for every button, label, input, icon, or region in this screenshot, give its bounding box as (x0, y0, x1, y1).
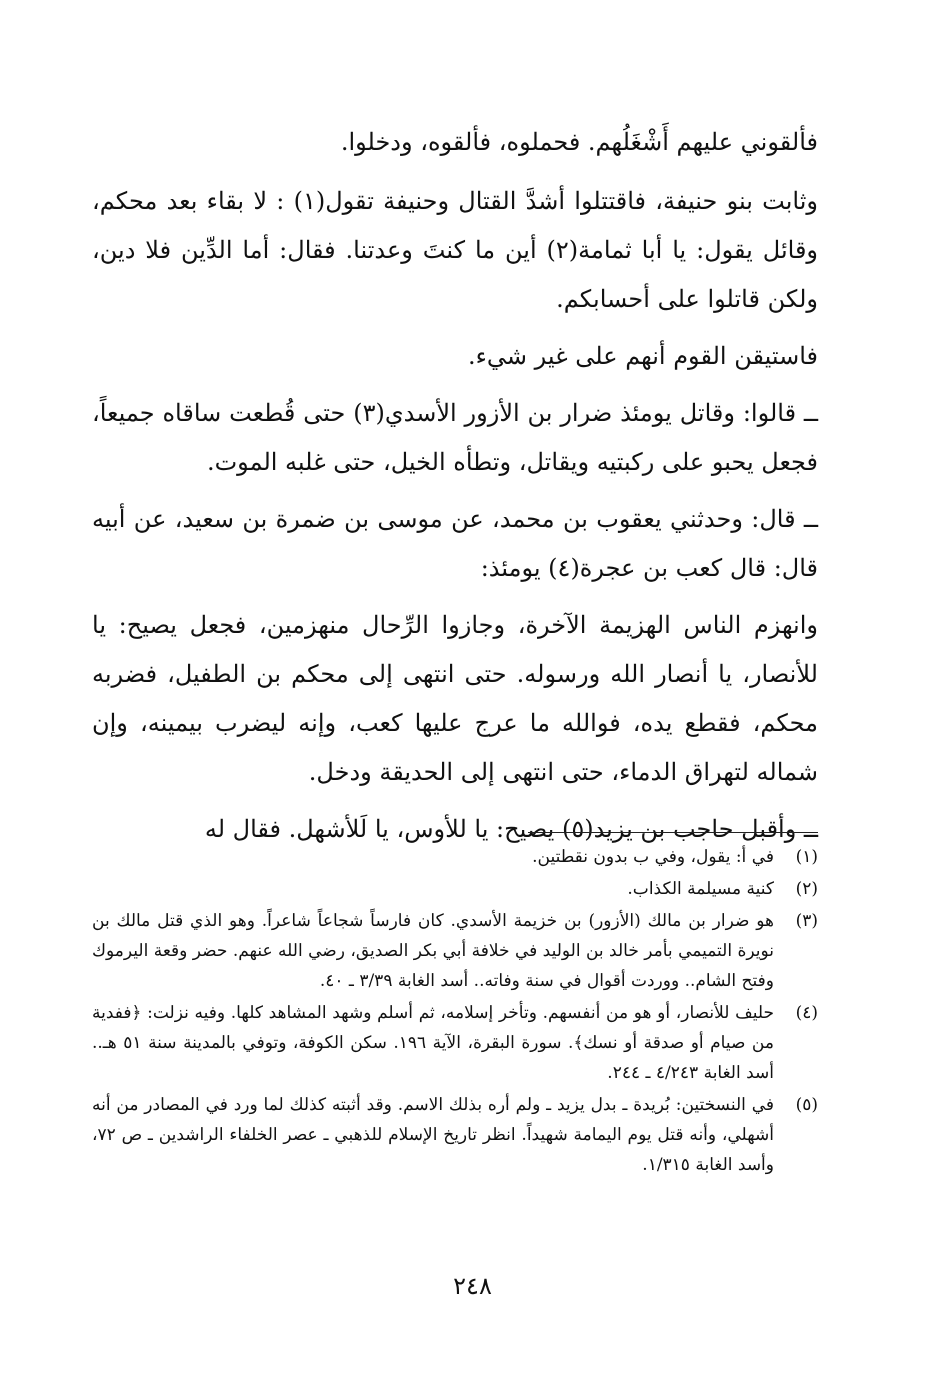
main-text (92, 118, 818, 862)
footnote-number: (٤) (795, 1003, 818, 1023)
footnote-4 (92, 998, 818, 1088)
footnote-text: في أ: يقول، وفي ب بدون نقطتين. (532, 847, 774, 867)
footnote-number: (٢) (795, 879, 818, 899)
footnote-3 (92, 906, 818, 996)
footnote-1 (92, 842, 818, 872)
footnote-text: في النسختين: بُريدة ـ بدل يزيد ـ ولم أره بذلك الاسم. وقد أثبته كذلك لما ورد في المصادر من أنه أشهلي، وأنه قتل يوم اليمامة شهيداً. انظر تاريخ الإسلام للذهبي ـ عصر الخلفاء الراشدين ـ ص ٧٢، وأسد الغابة ١/٣١٥. (92, 1095, 774, 1175)
paragraph-6: وانهزم الناس الهزيمة الآخرة، وجازوا الرِّحال منهزمين، فجعل يصيح: يا للأنصار، يا أنصار الله ورسوله. حتى انتهى إلى محكم بن الطفيل، فضربه محكم، فقطع يده، فوالله ما عرج عليها كعب، وإنه ليضرب بيمينه، وإن شماله لتهراق الدماء، حتى انتهى إلى الحديقة ودخل. (92, 611, 818, 786)
footnotes (92, 842, 818, 1182)
footnote-text: هو ضرار بن مالك (الأزور) بن خزيمة الأسدي. كان فارساً شجاعاً شاعراً. وهو الذي قتل مالك بن نويرة التميمي بأمر خالد بن الوليد في خلافة أبي بكر الصديق، رضي الله عنهم. حضر وقعة اليرموك وفتح الشام.. ووردت أقوال في سنة وفاته.. أسد الغابة ٣/٣٩ ـ ٤٠. (92, 911, 774, 991)
footnote-text: حليف للأنصار، أو هو من أنفسهم. وتأخر إسلامه، ثم أسلم وشهد المشاهد كلها. وفيه نزلت: ﴿ففدية من صيام أو صدقة أو نسك﴾. سورة البقرة، الآية ١٩٦. سكن الكوفة، وتوفي بالمدينة سنة ٥١ هـ.. أسد الغابة ٤/٢٤٣ ـ ٢٤٤. (92, 1003, 774, 1083)
paragraph-5: ــ قال: وحدثني يعقوب بن محمد، عن موسى بن ضمرة بن سعيد، عن أبيه قال: قال كعب بن عجرة(٤) يومئذ: (92, 505, 818, 582)
footnote-2 (92, 874, 818, 904)
page-number: ٢٤٨ (453, 1272, 492, 1300)
paragraph-4: ــ قالوا: وقاتل يومئذ ضرار بن الأزور الأسدي(٣) حتى قُطعت ساقاه جميعاً، فجعل يحبو على ركبتيه ويقاتل، وتطأه الخيل، حتى غلبه الموت. (92, 399, 818, 476)
footnote-number: (٣) (795, 911, 818, 931)
paragraph-7: ــ وأقبل حاجب بن يزيد(٥) يصيح: يا للأوس، يا لَلأشهل. فقال له (204, 815, 818, 843)
paragraph-3: فاستيقن القوم أنهم على غير شيء. (467, 342, 818, 370)
footnote-number: (١) (795, 847, 818, 867)
paragraph-1: فألقوني عليهم أَشْغَلُهم. فحملوه، فألقوه، ودخلوا. (340, 128, 818, 156)
footnote-text: كنية مسيلمة الكذاب. (627, 879, 774, 899)
paragraph-2: وثابت بنو حنيفة، فاقتتلوا أشدَّ القتال وحنيفة تقول(١) : لا بقاء بعد محكم، وقائل يقول: يا أبا ثمامة(٢) أين ما كنتَ وعدتنا. فقال: أما الدِّين فلا دين، ولكن قاتلوا على أحسابكم. (92, 187, 819, 313)
footnote-divider (528, 832, 818, 833)
footnote-5 (92, 1090, 818, 1180)
footnote-number: (٥) (795, 1095, 818, 1115)
